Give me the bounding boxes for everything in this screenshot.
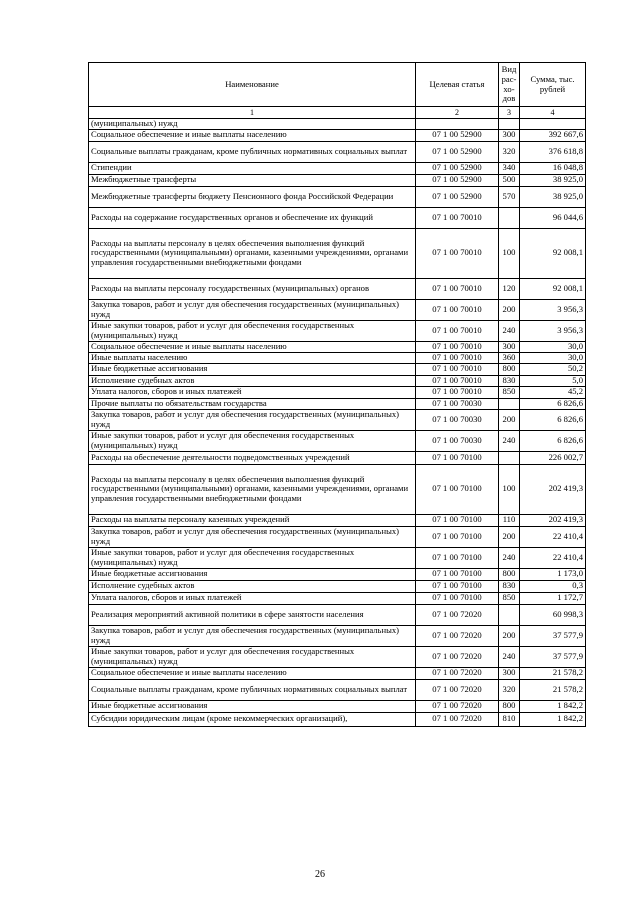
table-row: [89, 278, 586, 299]
cell-name: Иные бюджетные ассигнования: [89, 700, 416, 712]
document-page: [88, 62, 585, 727]
cell-name: Уплата налогов, сборов и иных платежей: [89, 386, 416, 398]
cell-target: 07 1 00 52900: [416, 129, 499, 141]
cell-sum: [520, 119, 586, 130]
cell-kind: 300: [499, 667, 520, 679]
cell-name: (муниципальных) нужд: [89, 119, 416, 130]
table-row: [89, 526, 586, 547]
cell-kind: 800: [499, 363, 520, 375]
cell-kind: 300: [499, 129, 520, 141]
cell-kind: 830: [499, 375, 520, 386]
cell-target: 07 1 00 70010: [416, 228, 499, 278]
cell-sum: 38 925,0: [520, 186, 586, 207]
cell-name: Социальное обеспечение и иные выплаты населению: [89, 667, 416, 679]
cell-target: 07 1 00 70010: [416, 386, 499, 398]
cell-sum: 1 173,0: [520, 568, 586, 580]
table-row: [89, 186, 586, 207]
table-row: [89, 228, 586, 278]
cell-kind: 830: [499, 580, 520, 592]
cell-name: Субсидии юридическим лицам (кроме некоммерческих организаций),: [89, 712, 416, 726]
cell-kind: 200: [499, 299, 520, 320]
cell-kind: 340: [499, 162, 520, 174]
cell-target: 07 1 00 72020: [416, 712, 499, 726]
cell-name: Расходы на выплаты персоналу государственных (муниципальных) органов: [89, 278, 416, 299]
cell-kind: 850: [499, 386, 520, 398]
cell-sum: 1 172,7: [520, 592, 586, 604]
table-row: [89, 667, 586, 679]
cell-target: 07 1 00 70010: [416, 375, 499, 386]
cell-name: Расходы на содержание государственных органов и обеспечение их функций: [89, 207, 416, 228]
cell-sum: 16 048,8: [520, 162, 586, 174]
cell-sum: 392 667,6: [520, 129, 586, 141]
cell-target: 07 1 00 72020: [416, 646, 499, 667]
cell-sum: 45,2: [520, 386, 586, 398]
cell-kind: 240: [499, 547, 520, 568]
table-header: [89, 63, 586, 119]
cell-target: 07 1 00 70100: [416, 547, 499, 568]
table-row: [89, 679, 586, 700]
cell-sum: 92 008,1: [520, 278, 586, 299]
cell-kind: 240: [499, 646, 520, 667]
cell-kind: 300: [499, 341, 520, 352]
header-sum: Сумма, тыс. рублей: [520, 63, 586, 107]
table-row: [89, 299, 586, 320]
table-row: [89, 430, 586, 451]
header-name: Наименование: [89, 63, 416, 107]
cell-target: 07 1 00 72020: [416, 700, 499, 712]
cell-name: Расходы на выплаты персоналу в целях обеспечения выполнения функций государственными (муниципальными) органами, казенными учреждениями, органами управления государственными внебюджетными фондами: [89, 228, 416, 278]
table-row: [89, 174, 586, 186]
cell-target: 07 1 00 72020: [416, 679, 499, 700]
cell-name: Межбюджетные трансферты бюджету Пенсионного фонда Российской Федерации: [89, 186, 416, 207]
table-row: [89, 409, 586, 430]
table-row: [89, 375, 586, 386]
cell-sum: 92 008,1: [520, 228, 586, 278]
cell-target: 07 1 00 70100: [416, 568, 499, 580]
table-row: [89, 119, 586, 130]
cell-kind: 320: [499, 679, 520, 700]
cell-name: Иные закупки товаров, работ и услуг для обеспечения государственных (муниципальных) нужд: [89, 646, 416, 667]
cell-target: 07 1 00 70010: [416, 278, 499, 299]
table-row: [89, 712, 586, 726]
cell-name: Социальные выплаты гражданам, кроме публичных нормативных социальных выплат: [89, 141, 416, 162]
cell-name: Закупка товаров, работ и услуг для обеспечения государственных (муниципальных) нужд: [89, 409, 416, 430]
cell-kind: [499, 207, 520, 228]
cell-name: Иные бюджетные ассигнования: [89, 363, 416, 375]
header-target: Целевая статья: [416, 63, 499, 107]
cell-sum: 22 410,4: [520, 547, 586, 568]
cell-kind: 100: [499, 228, 520, 278]
cell-sum: 21 578,2: [520, 667, 586, 679]
table-row: [89, 363, 586, 375]
table-row: [89, 162, 586, 174]
cell-name: Закупка товаров, работ и услуг для обеспечения государственных (муниципальных) нужд: [89, 299, 416, 320]
cell-sum: 37 577,9: [520, 625, 586, 646]
table-row: [89, 625, 586, 646]
cell-target: 07 1 00 70100: [416, 451, 499, 464]
cell-target: 07 1 00 70030: [416, 398, 499, 409]
table-row: [89, 141, 586, 162]
cell-sum: 6 826,6: [520, 398, 586, 409]
cell-target: 07 1 00 70010: [416, 299, 499, 320]
cell-name: Социальные выплаты гражданам, кроме публичных нормативных социальных выплат: [89, 679, 416, 700]
cell-sum: 202 419,3: [520, 464, 586, 514]
cell-sum: 1 842,2: [520, 700, 586, 712]
cell-sum: 0,3: [520, 580, 586, 592]
page-number: 26: [315, 869, 325, 880]
cell-kind: 200: [499, 625, 520, 646]
table-row: [89, 592, 586, 604]
cell-target: 07 1 00 70010: [416, 363, 499, 375]
column-number-3: 3: [499, 107, 520, 119]
table-row: [89, 207, 586, 228]
table-row: [89, 352, 586, 363]
cell-kind: 110: [499, 514, 520, 526]
cell-sum: 3 956,3: [520, 320, 586, 341]
cell-target: 07 1 00 70100: [416, 592, 499, 604]
cell-target: 07 1 00 52900: [416, 174, 499, 186]
cell-sum: 1 842,2: [520, 712, 586, 726]
cell-target: 07 1 00 70030: [416, 409, 499, 430]
cell-name: Социальное обеспечение и иные выплаты населению: [89, 129, 416, 141]
cell-kind: 800: [499, 568, 520, 580]
cell-sum: 226 002,7: [520, 451, 586, 464]
cell-sum: 96 044,6: [520, 207, 586, 228]
cell-name: Прочие выплаты по обязательствам государства: [89, 398, 416, 409]
table-row: [89, 514, 586, 526]
cell-sum: 21 578,2: [520, 679, 586, 700]
cell-name: Социальное обеспечение и иные выплаты населению: [89, 341, 416, 352]
cell-name: Иные выплаты населению: [89, 352, 416, 363]
table-row: [89, 464, 586, 514]
cell-name: Иные закупки товаров, работ и услуг для обеспечения государственных (муниципальных) нужд: [89, 430, 416, 451]
column-number-2: 2: [416, 107, 499, 119]
cell-target: 07 1 00 70100: [416, 464, 499, 514]
cell-kind: 500: [499, 174, 520, 186]
cell-name: Расходы на выплаты персоналу в целях обеспечения выполнения функций государственными (муниципальными) органами, казенными учреждениями, органами управления государственными внебюджетными фондами: [89, 464, 416, 514]
cell-target: 07 1 00 52900: [416, 162, 499, 174]
cell-sum: 6 826,6: [520, 430, 586, 451]
cell-kind: [499, 604, 520, 625]
table-row: [89, 386, 586, 398]
cell-kind: 320: [499, 141, 520, 162]
cell-target: 07 1 00 70100: [416, 514, 499, 526]
cell-target: 07 1 00 70010: [416, 341, 499, 352]
cell-kind: 120: [499, 278, 520, 299]
cell-name: Иные бюджетные ассигнования: [89, 568, 416, 580]
cell-sum: 22 410,4: [520, 526, 586, 547]
column-number-row: [89, 107, 586, 119]
table-row: [89, 646, 586, 667]
cell-target: 07 1 00 72020: [416, 667, 499, 679]
cell-target: 07 1 00 70010: [416, 352, 499, 363]
column-number-1: 1: [89, 107, 416, 119]
header-row: [89, 63, 586, 107]
cell-name: Уплата налогов, сборов и иных платежей: [89, 592, 416, 604]
cell-sum: 376 618,8: [520, 141, 586, 162]
table-row: [89, 341, 586, 352]
cell-kind: 850: [499, 592, 520, 604]
cell-sum: 30,0: [520, 352, 586, 363]
cell-name: Закупка товаров, работ и услуг для обеспечения государственных (муниципальных) нужд: [89, 526, 416, 547]
cell-kind: 200: [499, 526, 520, 547]
cell-target: 07 1 00 70010: [416, 320, 499, 341]
cell-sum: 60 998,3: [520, 604, 586, 625]
table-row: [89, 604, 586, 625]
cell-sum: 30,0: [520, 341, 586, 352]
table-row: [89, 700, 586, 712]
cell-kind: 240: [499, 320, 520, 341]
cell-name: Исполнение судебных актов: [89, 580, 416, 592]
cell-target: 07 1 00 70100: [416, 580, 499, 592]
cell-target: 07 1 00 70010: [416, 207, 499, 228]
cell-kind: [499, 451, 520, 464]
table-row: [89, 547, 586, 568]
cell-kind: 100: [499, 464, 520, 514]
table-row: [89, 129, 586, 141]
cell-name: Реализация мероприятий активной политики в сфере занятости населения: [89, 604, 416, 625]
cell-name: Иные закупки товаров, работ и услуг для обеспечения государственных (муниципальных) нужд: [89, 547, 416, 568]
table-body: [89, 119, 586, 727]
cell-sum: 38 925,0: [520, 174, 586, 186]
cell-target: 07 1 00 52900: [416, 186, 499, 207]
cell-kind: 360: [499, 352, 520, 363]
cell-sum: 3 956,3: [520, 299, 586, 320]
cell-sum: 6 826,6: [520, 409, 586, 430]
cell-kind: 200: [499, 409, 520, 430]
table-row: [89, 398, 586, 409]
table-row: [89, 320, 586, 341]
column-number-4: 4: [520, 107, 586, 119]
budget-table: [88, 62, 586, 727]
cell-kind: 810: [499, 712, 520, 726]
cell-name: Исполнение судебных актов: [89, 375, 416, 386]
cell-sum: 5,0: [520, 375, 586, 386]
table-row: [89, 580, 586, 592]
cell-sum: 202 419,3: [520, 514, 586, 526]
table-row: [89, 568, 586, 580]
cell-kind: [499, 398, 520, 409]
header-kind: Вид рас-хо-дов: [499, 63, 520, 107]
table-row: [89, 451, 586, 464]
cell-kind: 240: [499, 430, 520, 451]
cell-kind: 800: [499, 700, 520, 712]
cell-sum: 37 577,9: [520, 646, 586, 667]
cell-target: 07 1 00 72020: [416, 604, 499, 625]
cell-target: 07 1 00 70030: [416, 430, 499, 451]
cell-name: Стипендии: [89, 162, 416, 174]
cell-sum: 50,2: [520, 363, 586, 375]
cell-target: [416, 119, 499, 130]
cell-kind: 570: [499, 186, 520, 207]
cell-target: 07 1 00 72020: [416, 625, 499, 646]
cell-name: Закупка товаров, работ и услуг для обеспечения государственных (муниципальных) нужд: [89, 625, 416, 646]
cell-kind: [499, 119, 520, 130]
cell-target: 07 1 00 70100: [416, 526, 499, 547]
cell-name: Расходы на выплаты персоналу казенных учреждений: [89, 514, 416, 526]
cell-target: 07 1 00 52900: [416, 141, 499, 162]
cell-name: Расходы на обеспечение деятельности подведомственных учреждений: [89, 451, 416, 464]
cell-name: Иные закупки товаров, работ и услуг для обеспечения государственных (муниципальных) нужд: [89, 320, 416, 341]
cell-name: Межбюджетные трансферты: [89, 174, 416, 186]
